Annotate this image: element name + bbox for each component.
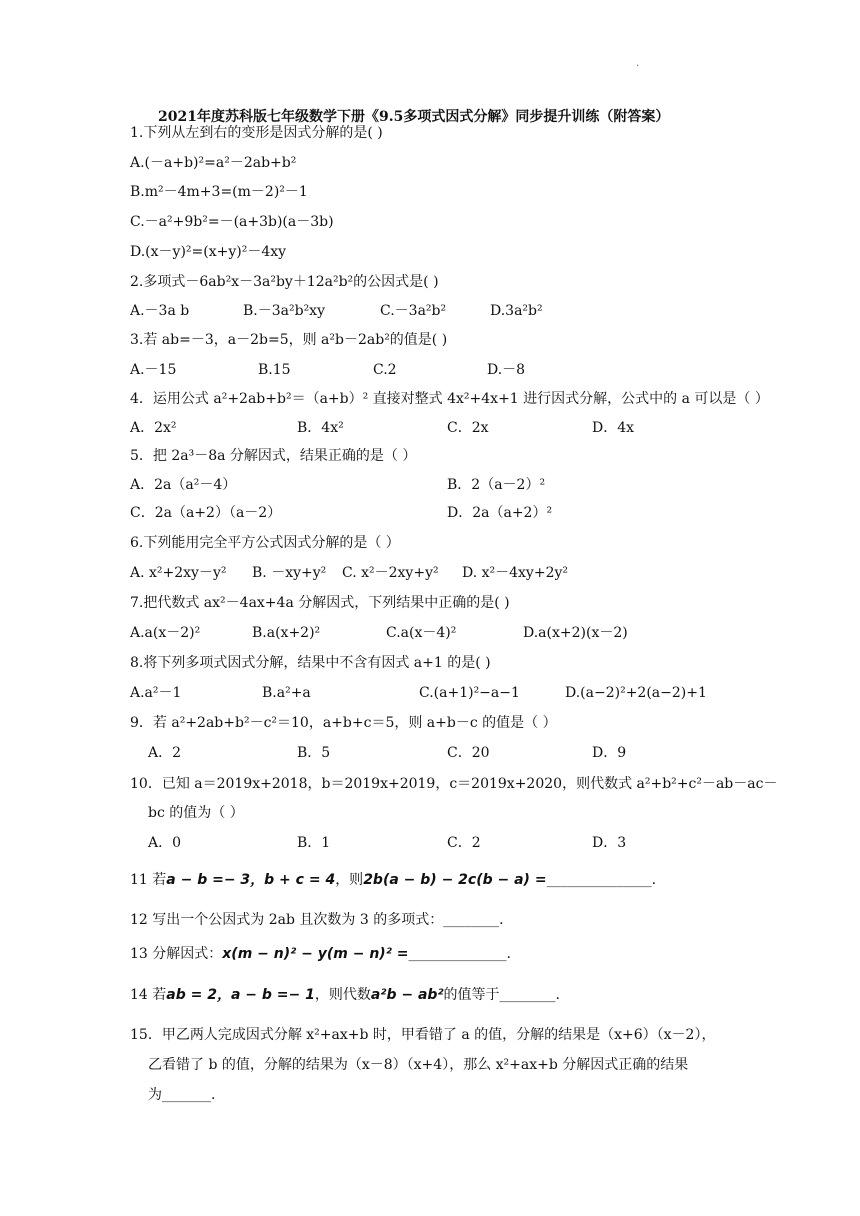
- q5-option-a: A．2a（a²－4）: [130, 477, 237, 493]
- q11-mid: ，则: [335, 872, 364, 888]
- q4-stem: 4．运用公式 a²+2ab+b²＝（a+b）² 直接对整式 4x²+4x+1 进行因式分解，公式中的 a 可以是（ ）: [130, 391, 769, 407]
- q11-condition-math: a − b =− 3，b + c = 4: [166, 872, 336, 888]
- q7-option-c: C.a(x－4)²: [386, 625, 457, 641]
- q14-mid: ，则代数: [314, 987, 371, 1003]
- q1-option-d: D.(x－y)²=(x+y)²－4xy: [130, 244, 287, 260]
- q8-option-a: A.a²－1: [130, 685, 182, 701]
- q2-option-b: B.－3a²b²xy: [243, 303, 325, 319]
- q11-line: [130, 870, 656, 890]
- q5-option-b: B．2（a－2）²: [447, 477, 546, 493]
- q4-option-a: A．2x²: [130, 420, 177, 436]
- q8-option-b: B.a²+a: [262, 685, 311, 701]
- q7-option-b: B.a(x+2)²: [252, 625, 321, 641]
- q4-option-c: C．2x: [447, 420, 489, 436]
- q1-option-a: A.(－a+b)²=a²－2ab+b²: [130, 155, 297, 171]
- q6-stem: 6.下列能用完全平方公式因式分解的是（ ）: [130, 535, 400, 551]
- q14-line: [130, 985, 560, 1005]
- q12-line: 12 写出一个公因式为 2ab 且次数为 3 的多项式：________.: [130, 912, 504, 928]
- q3-option-d: D.－8: [487, 362, 526, 378]
- q8-option-c: C.(a+1)²−a−1: [419, 685, 520, 701]
- q7-option-a: A.a(x－2)²: [130, 625, 201, 641]
- q9-option-d: D．9: [592, 745, 627, 761]
- q13-prefix: 13 分解因式：: [130, 946, 223, 962]
- q2-option-a: A.－3a b: [130, 303, 190, 319]
- q4-option-b: B．4x²: [297, 420, 344, 436]
- q8-stem: 8.将下列多项式因式分解，结果中不含有因式 a+1 的是( ): [130, 655, 491, 671]
- q15-line1: 15．甲乙两人完成因式分解 x²+ax+b 时，甲看错了 a 的值，分解的结果是（x+6）（x－2），: [130, 1027, 716, 1043]
- q14-suffix: 的值等于________.: [443, 987, 560, 1003]
- q15-line2: 乙看错了 b 的值，分解的结果为（x－8）（x+4），那么 x²+ax+b 分解因式正确的结果: [148, 1057, 689, 1073]
- q14-prefix: 14 若: [130, 987, 167, 1003]
- q1-stem: 1.下列从左到右的变形是因式分解的是( ): [130, 125, 383, 141]
- q4-option-d: D．4x: [592, 420, 635, 436]
- q14-condition-math: ab = 2，a − b =− 1: [166, 987, 315, 1003]
- q2-stem: 2.多项式－6ab²x－3a²by＋12a²b²的公因式是( ): [130, 274, 439, 290]
- q10-option-a: A．0: [148, 835, 182, 851]
- q6-option-c: C. x²－2xy+y²: [342, 565, 439, 581]
- q5-stem: 5．把 2a³－8a 分解因式，结果正确的是（ ）: [130, 448, 417, 464]
- page-title: 2021年度苏科版七年级数学下册《9.5多项式因式分解》同步提升训练（附答案）: [158, 109, 670, 125]
- q10-stem-line2: bc 的值为（ ）: [148, 805, 244, 821]
- q9-option-b: B．5: [297, 745, 331, 761]
- header-dot: .: [636, 58, 640, 69]
- q10-option-c: C．2: [447, 835, 481, 851]
- q6-option-d: D. x²－4xy+2y²: [462, 565, 569, 581]
- q1-option-c: C.－a²+9b²=－(a+3b)(a－3b): [130, 214, 334, 230]
- q6-option-a: A. x²+2xy－y²: [130, 565, 227, 581]
- q3-option-a: A.－15: [130, 362, 177, 378]
- q2-option-d: D.3a²b²: [490, 303, 543, 319]
- q3-option-b: B.15: [258, 362, 291, 378]
- q7-stem: 7.把代数式 ax²－4ax+4a 分解因式，下列结果中正确的是( ): [130, 595, 510, 611]
- q8-option-d: D.(a−2)²+2(a−2)+1: [565, 685, 707, 701]
- q11-prefix: 11 若: [130, 872, 167, 888]
- q7-option-d: D.a(x+2)(x－2): [523, 625, 628, 641]
- q5-option-d: D．2a（a+2）²: [447, 505, 553, 521]
- q5-option-c: C．2a（a+2）（a－2）: [130, 505, 282, 521]
- q6-option-b: B. －xy+y²: [252, 565, 327, 581]
- q1-option-b: B.m²－4m+3=(m－2)²－1: [130, 184, 308, 200]
- q11-blank: _______________.: [546, 872, 657, 888]
- q3-option-c: C.2: [373, 362, 397, 378]
- q9-option-c: C．20: [447, 745, 490, 761]
- q10-stem-line1: 10．已知 a＝2019x+2018，b＝2019x+2019，c＝2019x+2020，则代数式 a²+b²+c²－ab－ac－: [130, 776, 778, 792]
- q2-option-c: C.－3a²b²: [380, 303, 447, 319]
- q15-line3: 为_______.: [148, 1087, 216, 1103]
- q10-option-b: B．1: [297, 835, 331, 851]
- q13-line: [130, 944, 511, 964]
- q3-stem: 3.若 ab=－3，a－2b=5，则 a²b－2ab²的值是( ): [130, 332, 448, 348]
- q13-expression-math: x(m − n)² − y(m − n)² =: [222, 946, 409, 962]
- q14-expression-math: a²b − ab²: [370, 987, 444, 1003]
- q11-expression-math: 2b(a − b) − 2c(b − a) =: [363, 872, 547, 888]
- q10-option-d: D．3: [592, 835, 627, 851]
- q9-option-a: A．2: [148, 745, 182, 761]
- q9-stem: 9．若 a²+2ab+b²－c²＝10，a+b+c＝5，则 a+b－c 的值是（ ）: [130, 715, 557, 731]
- q13-blank: ______________.: [408, 946, 511, 962]
